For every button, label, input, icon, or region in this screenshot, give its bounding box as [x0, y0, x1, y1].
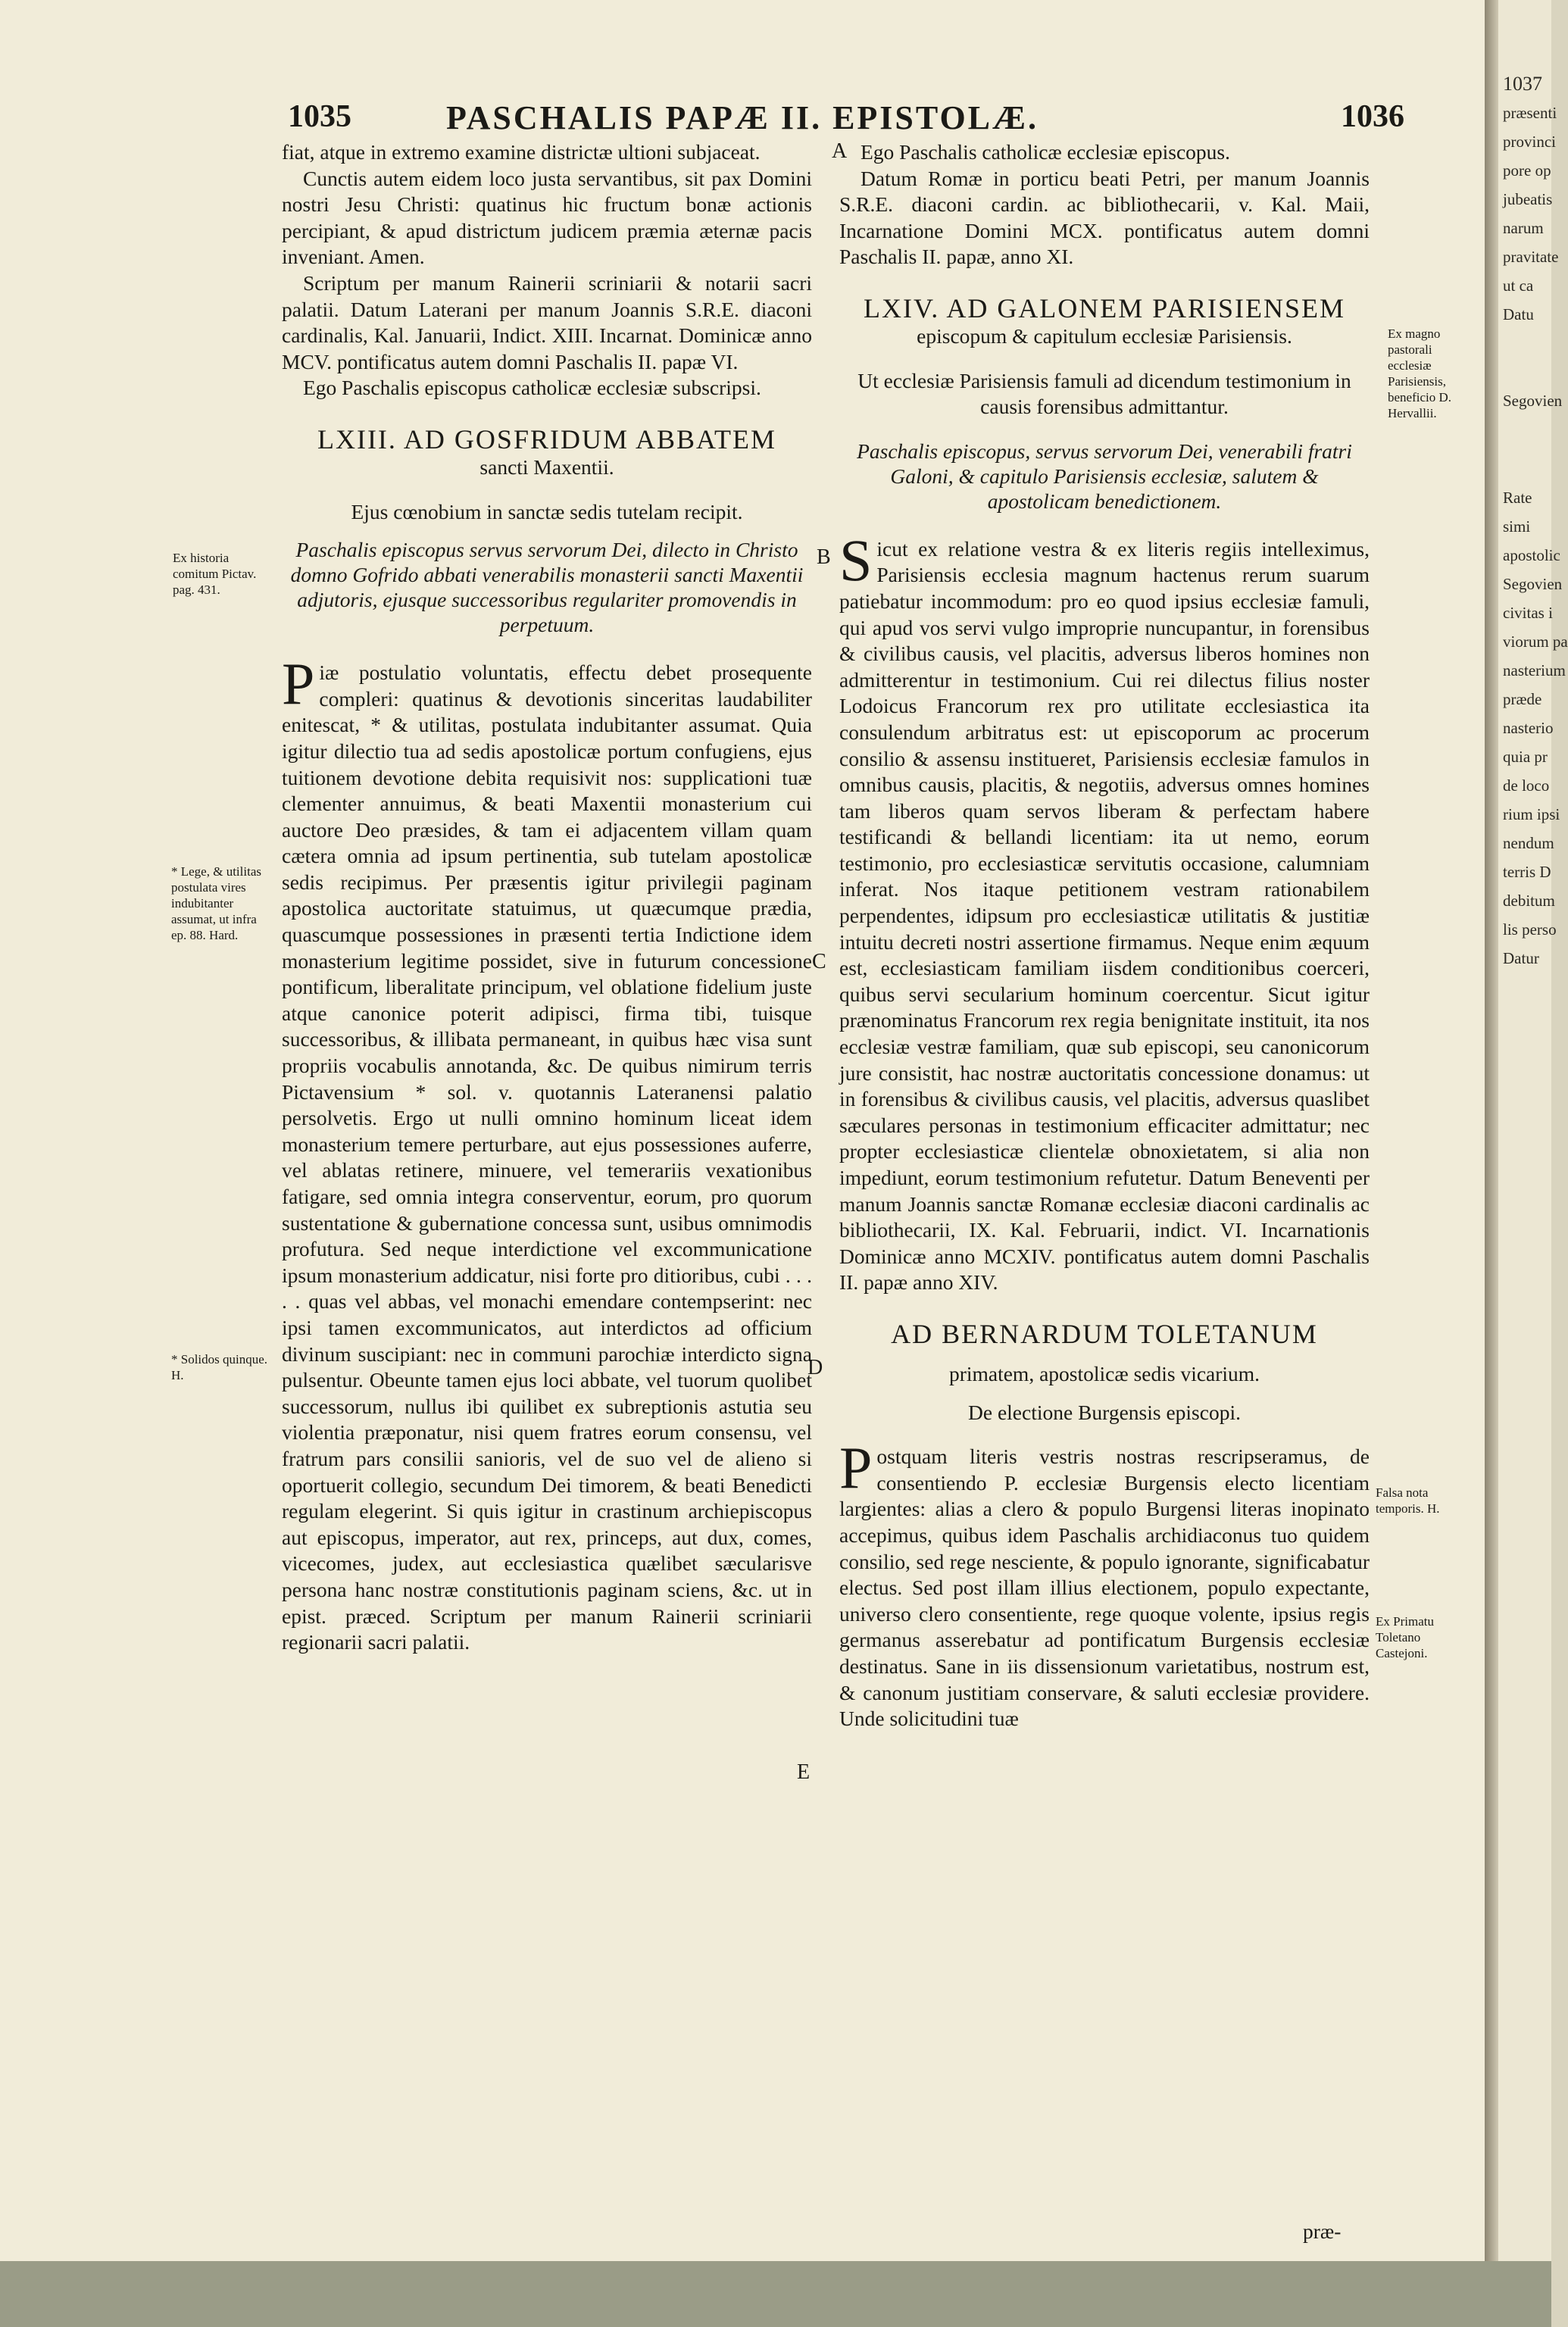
- right-column: [839, 139, 1370, 1732]
- salutation: Paschalis episcopus, servus servorum Dei, venerabili fratri Galoni, & capitulo Parisiensis ecclesiæ, salutem & apostolicam benedictionem.: [857, 439, 1352, 513]
- catchword: præ-: [1303, 2219, 1342, 2243]
- section-letter: B: [817, 545, 831, 569]
- letter-body: Sicut ex relatione vestra & ex literis regiis intelleximus, Parisiensis ecclesia magnum hactenus rerum suarum patiebatur incommodum: pro eo quod ipsius ecclesiæ famuli, qui apud vos servi vulgo improprie nuncupantur, in forensibus & civilibus causis, vel placitis, adversus liberos homines non admitterentur in testimonium. Cui rei dilectus filius noster Lodoicus Francorum rex pro utilitate ecclesiastica ita consulendum arbitratus est: ut episcoporum ac procerum consilio & assensu institueret, Parisiensis ecclesiæ famulos in omnibus causis, placitis, & negotiis, adversus omnes homines tam liberos quam servos liberam & perfectam habere testificandi & bellandi licentiam: ita ut nemo, eorum testimonio, pro ecclesiasticæ servitutis occasione, calumniam inferat. Nos itaque petitionem vestram rationabilem perpendentes, idipsum pro ecclesiasticæ utilitatis & justitiæ intuitu decreti nostri assertione firmamus. Neque enim æquum est, ecclesiasticam familiam iisdem conditionibus coerceri, quibus servi secularium hominum coercentur. Sicut igitur prænominatus Francorum rex regia benignitate instituit, ita nos ecclesiæ vestræ familiam, quæ sub episcopi, seu canonicorum jure consistit, hac nostræ auctoritatis concessione donamus: ut in forensibus & civilibus causis, vel placitis, adversus quaslibet sæculares personas in testimonium efficaciter admittatur; nec propter ecclesiasticæ clientelæ obnoxietatem, si alia non impediunt, eorum testimonium refutetur. Datum Beneventi per manum Joannis sanctæ Romanæ ecclesiæ diaconi cardinalis ac bibliothecarii, IX. Kal. Februarii, indict. VI. Incarnationis Dominicæ anno MCXIV. pontificatus autem domni Paschalis II. papæ anno XIV.: [839, 526, 1370, 1295]
- letter-body: Piæ postulatio voluntatis, effectu debet prosequente compleri: quatinus & devotionis sinceritas laudabiliter enitescat, * & utilitas, postulata indubitanter assumat. Quia igitur dilectio tua ad sedis apostolicæ portum confugiens, ejus tuitionem devotione debita requisivit nos: supplicationi tuæ clementer annuimus, & beati Maxentii monasterium cui auctore Deo præsides, & tam ei adjacentem villam quam cætera omnia ad ipsum pertinentia, sub tutelam apostolicæ sedis recipimus. Per præsentis igitur privilegii paginam apostolica auctoritate statuimus, ut quæcumque prædia, quascumque possessiones in præsenti tertia Indictione idem monasterium legitime possidet, sive in futurum concessione pontificum, liberalitate principum, vel oblatione fidelium juste atque canonice poterit adipisci, firma tibi, tuisque successoribus, & illibata permaneant, in quibus hæc visa sunt propriis vocabulis annotanda, &c. De quibus nimirum terris Pictavensium * sol. v. quotannis Lateranensi palatio persolvetis. Ergo ut nulli omnino hominum liceat idem monasterium temere perturbare, aut ejus possessiones auferre, vel ablatas retinere, minuere, vel temerariis vexationibus fatigare, sed omnia integra conserventur, eorum, pro quorum sustentatione & gubernatione concessa sunt, usibus omnimodis profutura. Sed neque interdictione vel excommunicatione ipsum monasterium addicatur, nisi forte pro ditioribus, cubi . . . . . quas vel abbas, vel monachi emendare contempserint: nec ipsi tamen excommunicatos, aut interdictos ad officium divinum suscipiant: nec in communi parochiæ interdicto signa pulsentur. Obeunte tamen ejus loci abbate, vel tuorum quolibet successorum, nullus ibi quilibet ex subreptionis astutia seu violentia præponatur, nisi quem fratres eorum consensu, vel fratrum pars consilii sanioris, vel de suo vel de alieno si oportuerit collegio, secundum Dei timorem, & beati Benedicti regulam elegerint. Si quis igitur in crastinum archiepiscopus aut episcopus, imperator, aut rex, princeps, aut dux, comes, vicecomes, judex, aut ecclesiastica quælibet sæcularisve persona hanc nostræ constitutionis paginam sciens, &c. ut in epist. præced. Scriptum per manum Rainerii scriniarii regionarii sacri palatii.: [282, 651, 812, 1654]
- facing-page-line: civitas i: [1503, 604, 1553, 622]
- running-title: PASCHALIS PAPÆ II. EPISTOLÆ.: [445, 99, 1039, 136]
- facing-page-line: pore op: [1503, 161, 1551, 180]
- facing-page-line: Segovien: [1503, 392, 1563, 410]
- facing-page-line: Datu: [1503, 305, 1534, 323]
- facing-page-line: quia pr: [1503, 748, 1548, 766]
- paragraph: Cunctis autem eidem loco justa servantibus, sit pax Domini nostri Jesu Christi: quatinus hic fructum bonæ actionis percipiant, & apud districtum judicem præmia æternæ pacis inveniant. Amen.: [282, 166, 812, 269]
- section-letter: A: [832, 139, 848, 163]
- facing-page-line: lis perso: [1503, 920, 1557, 939]
- letter-summary: Ut ecclesiæ Parisiensis famuli ad dicendum testimonium in causis forensibus admittantur.: [857, 368, 1351, 419]
- margin-note: Ex magno pastorali ecclesiæ Parisiensis, beneficio D. Hervallii.: [1388, 326, 1452, 420]
- facing-page-line: terris D: [1503, 863, 1551, 881]
- section-letter: D: [807, 1356, 823, 1379]
- facing-page-line: Rate: [1503, 489, 1532, 507]
- paragraph: Ego Paschalis episcopus catholicæ ecclesiæ subscripsi.: [303, 376, 761, 400]
- facing-page-line: nendum: [1503, 834, 1554, 852]
- facing-page-line: simi: [1503, 517, 1531, 536]
- left-column: [282, 139, 812, 1656]
- paragraph: Scriptum per manum Rainerii scriniarii & notarii sacri palatii. Datum Laterani per manum Joannis S.R.E. diaconi cardinalis, Kal. Januarii, Indict. XIII. Incarnat. Dominicæ anno MCV. pontificatus autem domni Paschalis II. papæ VI.: [282, 270, 812, 373]
- letter-title: LXIII. AD GOSFRIDUM ABBATEM: [317, 423, 777, 454]
- facing-page-line: nasterio: [1503, 719, 1554, 737]
- facing-page-line: provinci: [1503, 133, 1556, 151]
- section-letter: E: [797, 1760, 811, 1784]
- facing-page-line: narum: [1503, 219, 1544, 237]
- facing-page-line: apostolic: [1503, 546, 1560, 564]
- paragraph: Ego Paschalis catholicæ ecclesiæ episcopus.: [861, 140, 1231, 164]
- letter-body: Postquam literis vestris nostras rescripseramus, de consentiendo P. ecclesiæ Burgensis electo licentiam largientes: alias a clero & populo Burgensi literas inopinato accepimus, quibus idem Paschalis archidiaconus tuo quidem consilio, sed rege nesciente, & populo ignorante, significabatur electus. Sed post illam illius electionem, populo expectante, universo clero consentiente, rege quoque volente, ipsius regis germanus asserebatur ad pontificatum Burgensis ecclesiæ destinatus. Sane in iis dissensionum varietatibus, nostrum est, & canonum justitiam conservare, & saluti ecclesiæ providere. Unde solicitudini tuæ: [839, 1435, 1370, 1731]
- paragraph: fiat, atque in extremo examine districtæ ultioni subjaceat.: [282, 140, 761, 164]
- letter-summary: De electione Burgensis episcopi.: [968, 1400, 1241, 1424]
- letter-title: LXIV. AD GALONEM PARISIENSEM: [863, 292, 1346, 323]
- letter-subtitle: episcopum & capitulum ecclesiæ Parisiensis.: [917, 323, 1292, 348]
- facing-page-number: 1037: [1503, 73, 1542, 95]
- paragraph: Datum Romæ in porticu beati Petri, per manum Joannis S.R.E. diaconi cardin. ac bibliothecarii, v. Kal. Maii, Incarnatione Domini MCX. pontificatus autem domni Paschalis II. papæ, anno XI.: [839, 166, 1370, 269]
- section-letter: C: [812, 950, 826, 973]
- facing-page-line: præde: [1503, 690, 1542, 708]
- facing-page-line: rium ipsi: [1503, 805, 1560, 823]
- margin-note: Falsa nota temporis. H.: [1376, 1485, 1440, 1516]
- background-strip: [0, 2261, 1551, 2327]
- book-gutter: [1485, 0, 1498, 2327]
- facing-page-fragment: [1498, 0, 1568, 2327]
- facing-page-line: Datur: [1503, 949, 1539, 967]
- salutation: Paschalis episcopus servus servorum Dei, dilecto in Christo domno Gofrido abbati venerabilis monasterii sancti Maxentii adjutoris, ejusque successoribus regulariter promovendis in perpetuum.: [290, 538, 804, 637]
- facing-page-line: nasterium: [1503, 661, 1566, 679]
- facing-page-line: viorum pa: [1503, 633, 1568, 651]
- facing-page-line: ut ca: [1503, 276, 1534, 295]
- margin-note: * Lege, & utilitas postulata vires indubitanter assumat, ut infra ep. 88. Hard.: [171, 864, 261, 942]
- page-number-right: 1036: [1341, 99, 1404, 134]
- letter-title: AD BERNARDUM TOLETANUM: [891, 1318, 1318, 1349]
- letter-subtitle: primatem, apostolicæ sedis vicarium.: [948, 1361, 1260, 1385]
- facing-page-line: jubeatis: [1503, 190, 1553, 208]
- letter-subtitle: sancti Maxentii.: [479, 454, 614, 479]
- facing-page-line: de loco: [1503, 776, 1550, 795]
- facing-page-line: pravitate: [1503, 248, 1559, 266]
- facing-page-line: præsenti: [1503, 104, 1557, 122]
- page-number-left: 1035: [288, 99, 351, 134]
- letter-summary: Ejus cœnobium in sanctæ sedis tutelam recipit.: [351, 499, 743, 523]
- margin-note: Ex Primatu Toletano Castejoni.: [1376, 1614, 1434, 1660]
- facing-page-line: debitum: [1503, 892, 1555, 910]
- margin-note: Ex historia comitum Pictav. pag. 431.: [173, 551, 257, 597]
- facing-page-line: Segovien: [1503, 575, 1563, 593]
- margin-note: * Solidos quinque. H.: [171, 1352, 268, 1382]
